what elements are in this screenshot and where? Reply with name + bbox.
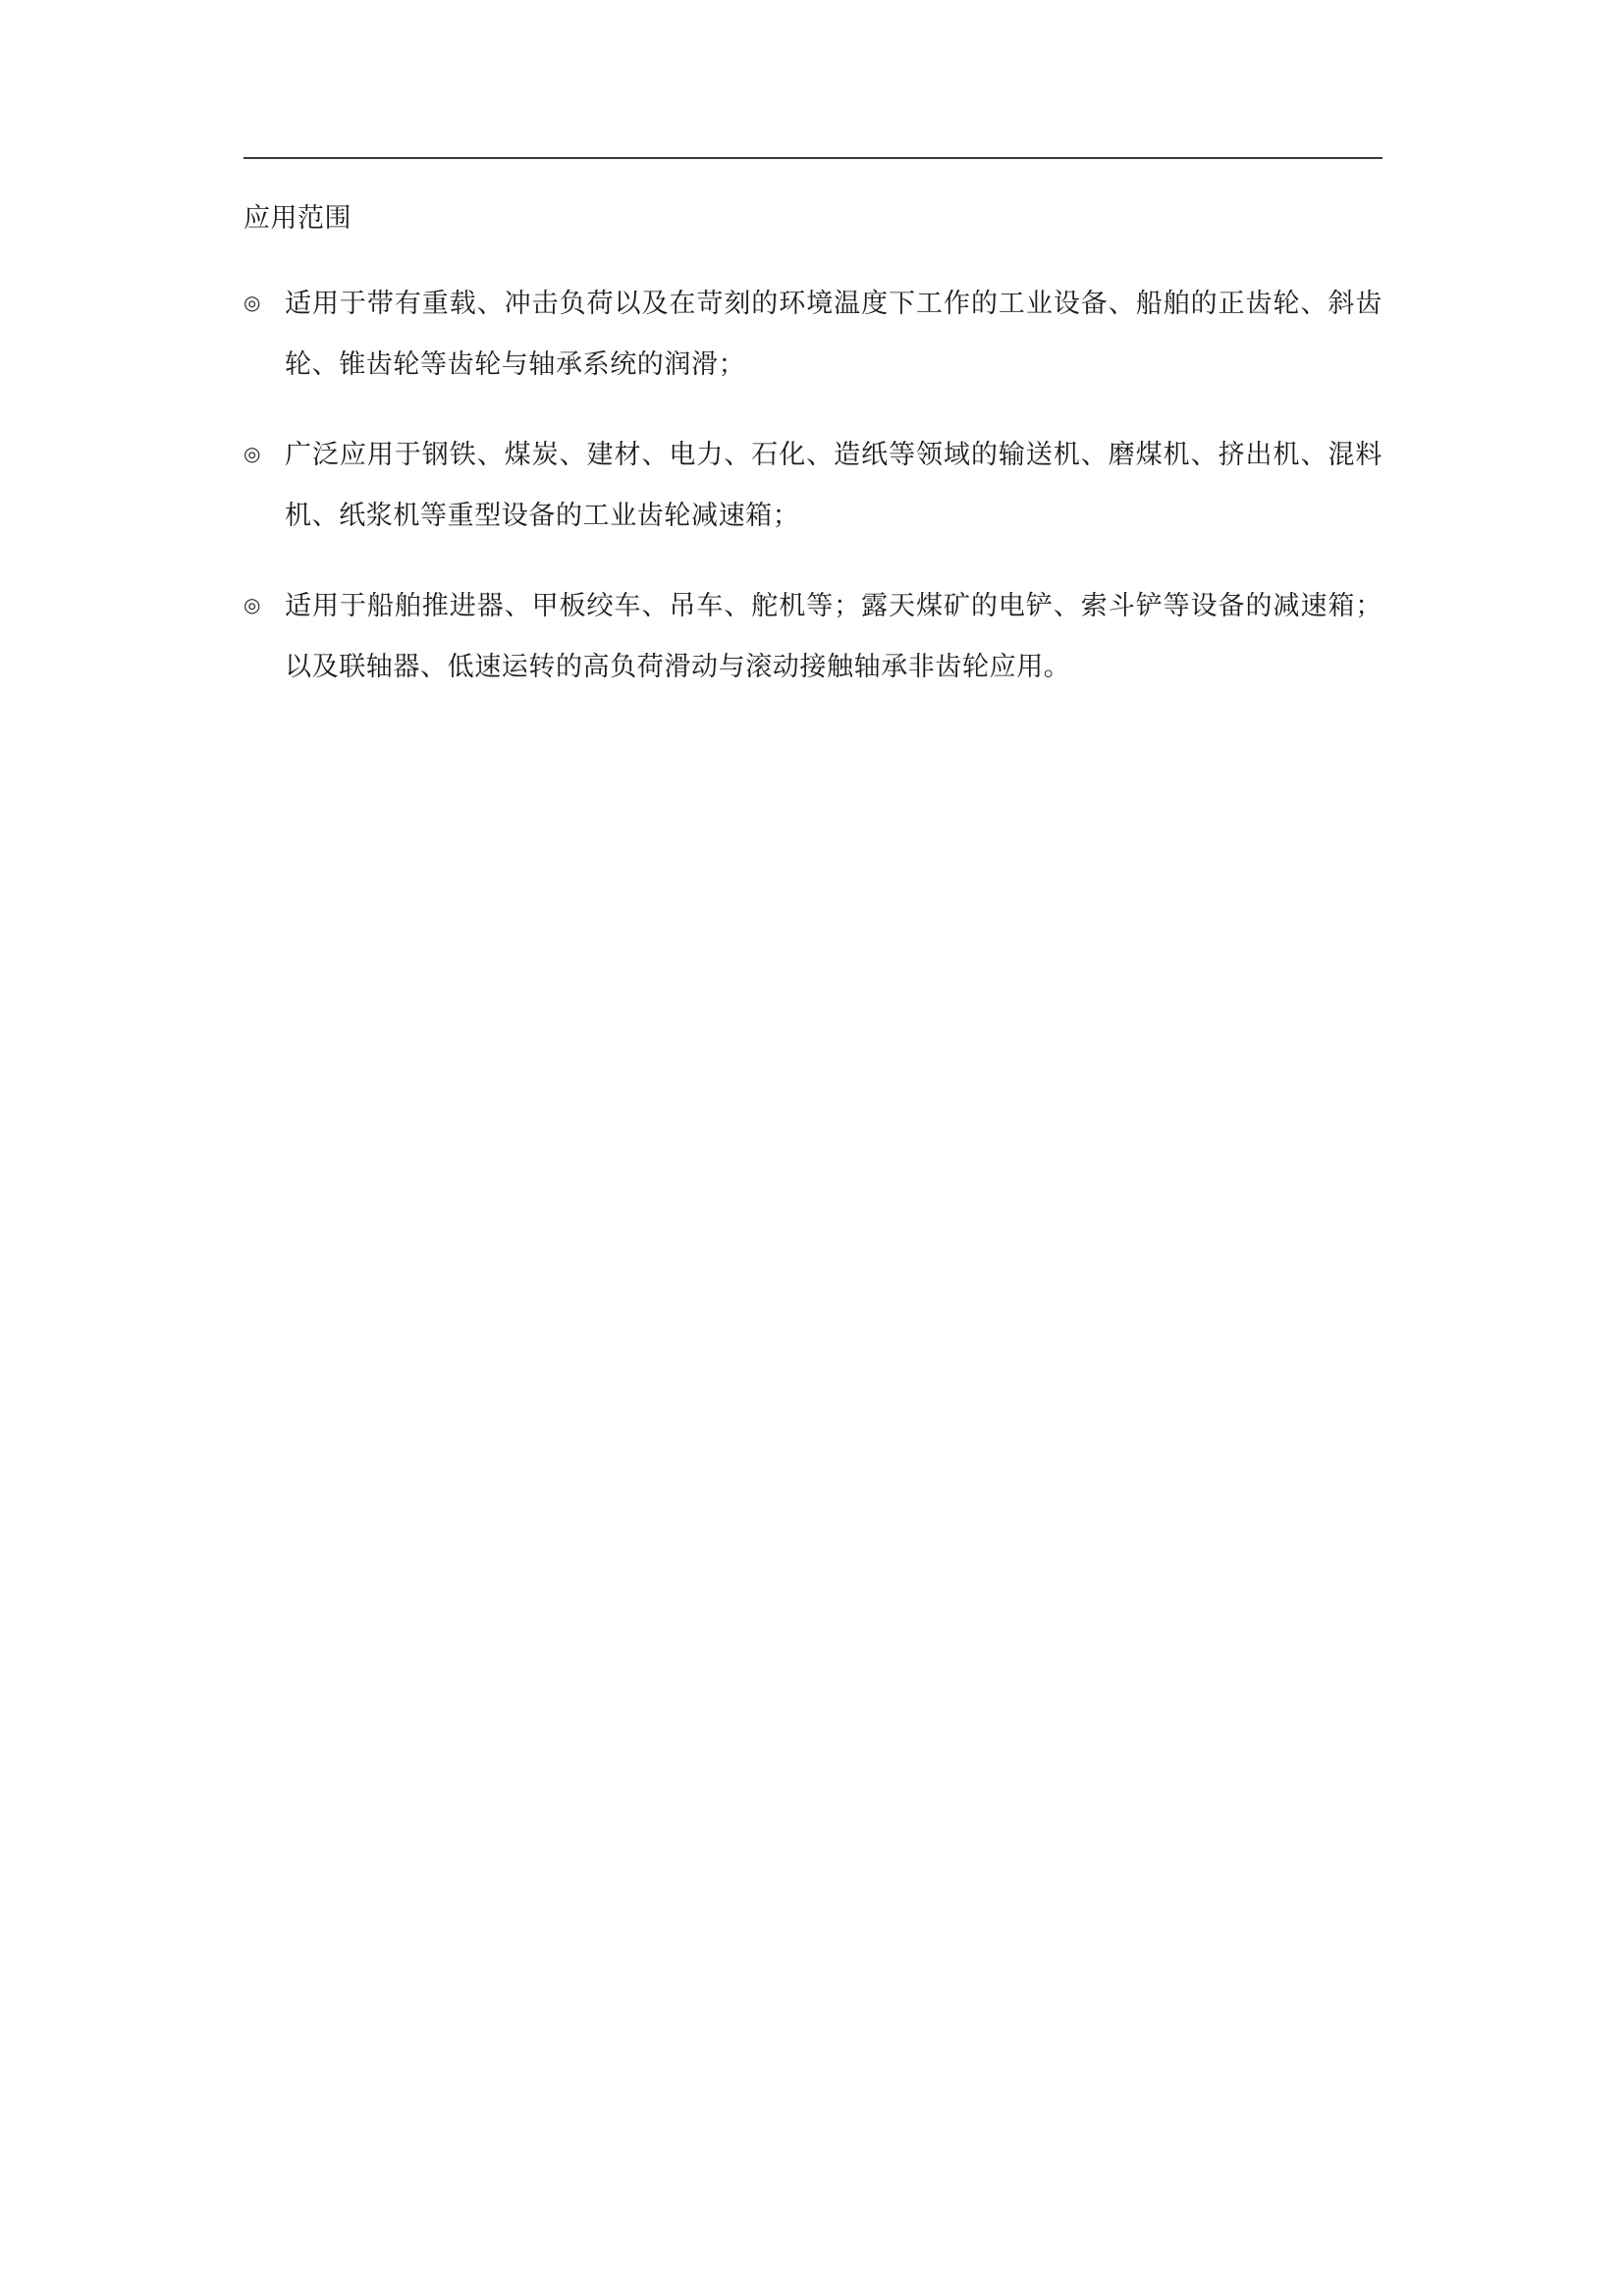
list-item-text: 适用于带有重载、冲击负荷以及在苛刻的环境温度下工作的工业设备、船舶的正齿轮、斜齿轮、锥齿轮等齿轮与轴承系统的润滑； bbox=[285, 289, 1382, 379]
application-scope-list bbox=[244, 273, 1382, 697]
bullet-point-icon: ◎ bbox=[244, 595, 262, 616]
list-item-text: 适用于船舶推进器、甲板绞车、吊车、舵机等；露天煤矿的电铲、索斗铲等设备的减速箱；以及联轴器、低速运转的高负荷滑动与滚动接触轴承非齿轮应用。 bbox=[285, 591, 1382, 681]
bullet-point-icon: ◎ bbox=[244, 293, 262, 314]
list-item bbox=[244, 424, 1382, 546]
list-item-text: 广泛应用于钢铁、煤炭、建材、电力、石化、造纸等领域的输送机、磨煤机、挤出机、混料机、纸浆机等重型设备的工业齿轮减速箱； bbox=[285, 440, 1382, 530]
bullet-point-icon: ◎ bbox=[244, 444, 262, 465]
page-title: 应用范围 bbox=[244, 203, 352, 233]
header-divider bbox=[244, 157, 1382, 159]
list-item bbox=[244, 575, 1382, 697]
list-item bbox=[244, 273, 1382, 395]
document-body bbox=[244, 157, 1382, 697]
